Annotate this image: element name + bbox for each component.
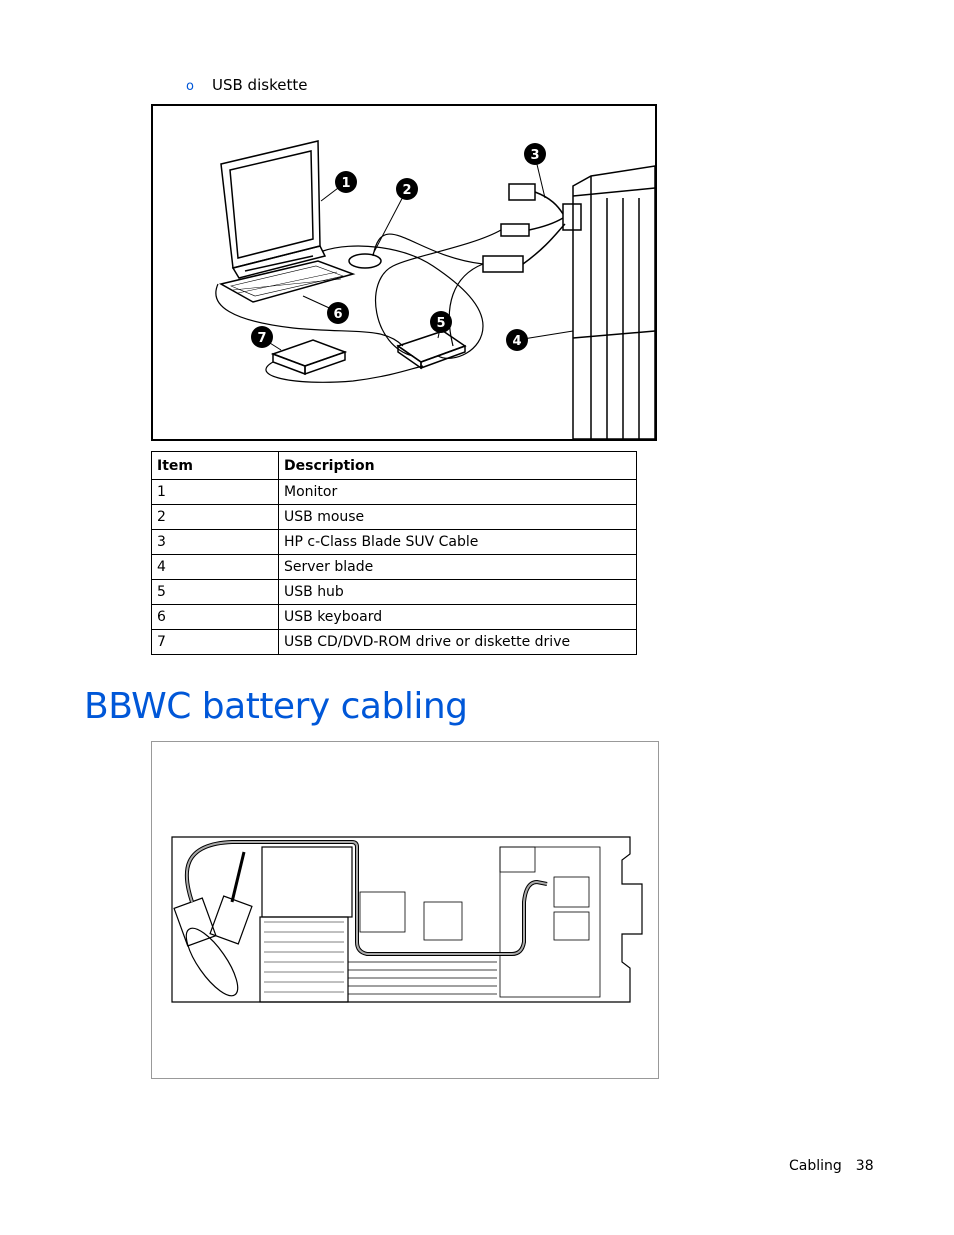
column-header-description: Description	[279, 452, 637, 480]
callout-2	[396, 178, 418, 200]
bullet-marker: o	[186, 79, 194, 94]
item-description: Monitor	[279, 480, 637, 505]
dimm-slots	[348, 962, 497, 994]
table-header-row	[152, 452, 637, 480]
svg-text:5: 5	[436, 316, 446, 331]
item-number: 3	[152, 530, 279, 555]
callout-1	[335, 171, 357, 193]
callout-3	[524, 143, 546, 165]
item-description: USB hub	[279, 580, 637, 605]
battery-pack-illustration	[174, 896, 252, 1003]
callout-6	[327, 302, 349, 324]
bbwc-cabling-figure	[151, 741, 659, 1079]
table-row	[152, 630, 637, 655]
bullet-item	[186, 76, 307, 94]
svg-text:4: 4	[512, 334, 522, 349]
cd-drive-illustration	[273, 340, 345, 374]
section-heading: BBWC battery cabling	[84, 686, 468, 727]
svg-text:3: 3	[530, 148, 540, 163]
table-row	[152, 480, 637, 505]
table-row	[152, 605, 637, 630]
item-description: Server blade	[279, 555, 637, 580]
usb-cabling-illustration	[153, 106, 655, 439]
bbwc-board-illustration	[152, 742, 658, 1078]
callout-4	[506, 329, 528, 351]
item-description-table	[151, 451, 637, 655]
keyboard-illustration	[221, 261, 353, 302]
item-number: 5	[152, 580, 279, 605]
footer-section: Cabling	[789, 1158, 842, 1174]
monitor-illustration	[221, 141, 325, 278]
page-number: 38	[855, 1158, 874, 1174]
callout-leaders	[262, 156, 573, 350]
column-header-item: Item	[152, 452, 279, 480]
item-description: USB CD/DVD-ROM drive or diskette drive	[279, 630, 637, 655]
svg-text:1: 1	[341, 176, 351, 191]
item-number: 4	[152, 555, 279, 580]
suv-cable-illustration	[483, 184, 581, 272]
item-description: USB keyboard	[279, 605, 637, 630]
svg-text:6: 6	[333, 307, 343, 322]
table-row	[152, 505, 637, 530]
item-number: 7	[152, 630, 279, 655]
heatsink	[262, 847, 352, 917]
table-row	[152, 530, 637, 555]
table-row	[152, 555, 637, 580]
item-number: 6	[152, 605, 279, 630]
mouse-illustration	[349, 254, 381, 268]
bullet-text: USB diskette	[212, 76, 308, 94]
memory-area	[260, 917, 348, 1002]
item-description: USB mouse	[279, 505, 637, 530]
usb-cabling-figure	[151, 104, 657, 441]
server-blade-illustration	[573, 166, 655, 439]
item-description: HP c-Class Blade SUV Cable	[279, 530, 637, 555]
page-footer	[789, 1158, 874, 1174]
item-number: 2	[152, 505, 279, 530]
table-row	[152, 580, 637, 605]
usb-hub-illustration	[398, 331, 465, 368]
svg-text:2: 2	[402, 183, 412, 198]
callout-5	[430, 311, 452, 333]
svg-text:7: 7	[257, 331, 267, 346]
item-number: 1	[152, 480, 279, 505]
callout-7	[251, 326, 273, 348]
